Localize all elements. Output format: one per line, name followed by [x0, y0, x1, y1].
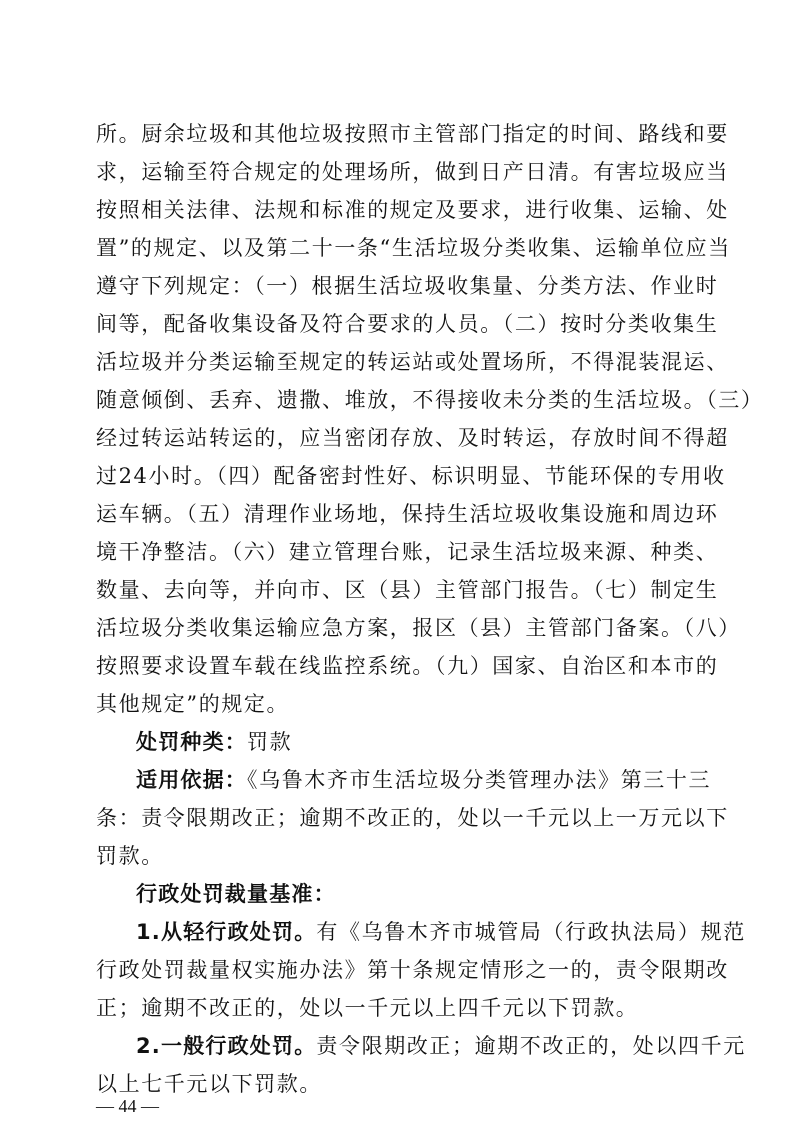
legal-basis-text: 《乌鲁木齐市生活垃圾分类管理办法》第三十三: [247, 768, 712, 792]
body-line: 随意倾倒、丢弃、遗撒、堆放，不得接收未分类的生活垃圾。（三）: [96, 388, 764, 412]
item-1-text: 有《乌鲁木齐市城管局（行政执法局）规范: [316, 920, 746, 944]
item-1-label: 1.从轻行政处罚。: [136, 920, 317, 944]
item-2-label: 2.一般行政处罚。: [136, 1034, 317, 1058]
penalty-type-label: 处罚种类：: [136, 730, 247, 754]
penalty-type-value: 罚款: [247, 730, 293, 754]
body-line: 过24小时。（四）配备密封性好、标识明显、节能环保的专用收: [96, 464, 726, 488]
body-line: 活垃圾分类收集运输应急方案，报区（县）主管部门备案。（八）: [96, 616, 741, 640]
legal-basis-label: 适用依据：: [136, 768, 247, 792]
item-1: [136, 917, 746, 947]
body-line: 求，运输至符合规定的处理场所，做到日产日清。有害垃圾应当: [96, 160, 729, 184]
body-line: 所。厨余垃圾和其他垃圾按照市主管部门指定的时间、路线和要: [96, 122, 729, 146]
body-line: 运车辆。（五）清理作业场地，保持生活垃圾收集设施和周边环: [96, 502, 719, 526]
legal-basis-line: 条：责令限期改正；逾期不改正的，处以一千元以上一万元以下: [96, 806, 729, 830]
standard-heading: 行政处罚裁量基准：: [136, 882, 336, 906]
item-2: [136, 1031, 746, 1061]
item-1-line: 行政处罚裁量权实施办法》第十条规定情形之一的，责令限期改: [96, 958, 729, 982]
body-line: 活垃圾并分类运输至规定的转运站或处置场所，不得混装混运、: [96, 350, 729, 374]
item-2-text: 责令限期改正；逾期不改正的，处以四千元: [316, 1034, 746, 1058]
body-line: 按照相关法律、法规和标准的规定及要求，进行收集、运输、处: [96, 198, 729, 222]
legal-basis-line: 罚款。: [96, 844, 164, 868]
item-1-line: 正；逾期不改正的，处以一千元以上四千元以下罚款。: [96, 996, 639, 1020]
page-number: — 44 —: [96, 1096, 159, 1116]
body-line: 置”的规定、以及第二十一条“生活垃圾分类收集、运输单位应当: [96, 236, 731, 260]
body-line: 遵守下列规定：（一）根据生活垃圾收集量、分类方法、作业时: [96, 274, 719, 298]
body-line: 其他规定”的规定。: [96, 692, 290, 716]
body-line: 经过转运站转运的，应当密闭存放、及时转运，存放时间不得超: [96, 426, 729, 450]
penalty-type: [136, 727, 702, 757]
body-line: 境干净整洁。（六）建立管理台账，记录生活垃圾来源、种类、: [96, 540, 719, 564]
body-line: 数量、去向等，并向市、区（县）主管部门报告。（七）制定生: [96, 578, 719, 602]
legal-basis: [136, 765, 712, 795]
body-line: 按照要求设置车载在线监控系统。（九）国家、自治区和本市的: [96, 654, 719, 678]
item-2-line: 以上七千元以下罚款。: [96, 1072, 322, 1096]
body-line: 间等，配备收集设备及符合要求的人员。（二）按时分类收集生: [96, 312, 719, 336]
